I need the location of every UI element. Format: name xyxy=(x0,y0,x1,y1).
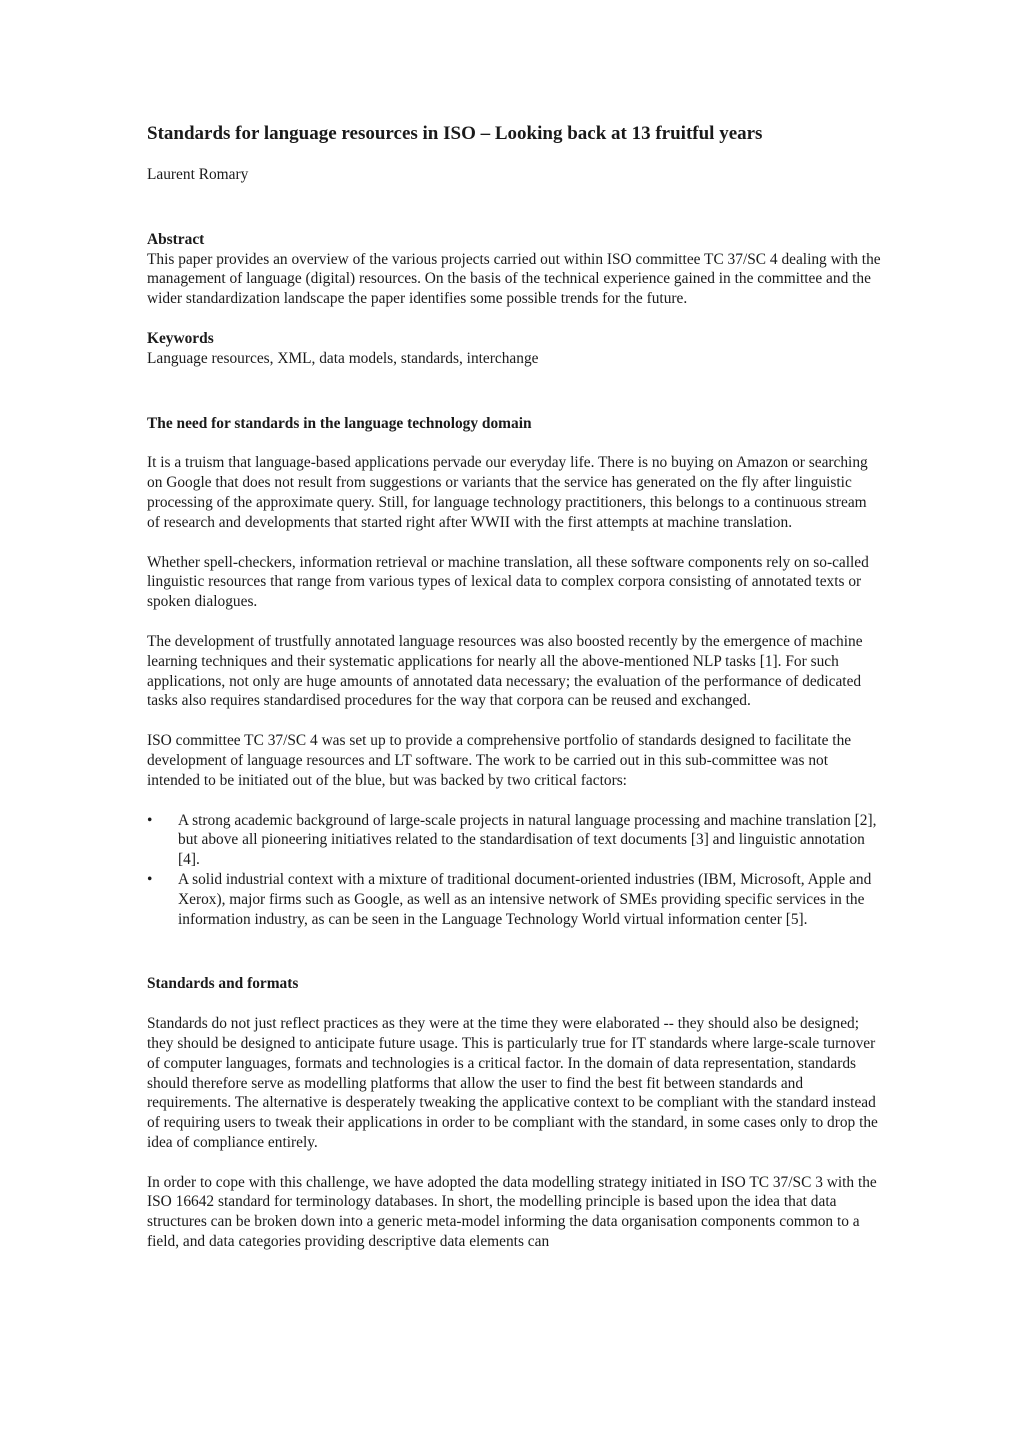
paragraph: ISO committee TC 37/SC 4 was set up to provide a comprehensive portfolio of standards designed to facilitate the development of language resources and LT software. The work to be carried out in this sub-committee was not intended to be initiated out of the blue, but was backed by two critical factors: xyxy=(147,732,852,789)
paper-title: Standards for language resources in ISO – Looking back at 13 fruitful years xyxy=(147,123,763,144)
section-heading: The need for standards in the language technology domain xyxy=(147,414,532,432)
paragraph: Whether spell-checkers, information retrieval or machine translation, all these software components rely on so-called linguistic resources that range from various types of lexical data to complex corpora consisting of annotated texts or spoken dialogues. xyxy=(147,553,869,611)
keywords-heading: Keywords xyxy=(147,329,214,347)
paragraph: It is a truism that language-based applications pervade our everyday life. There is no buying on Amazon or searching on Google that does not result from suggestions or variants that the service has generated on the fly after linguistic processing of the approximate query. Still, for language technology practitioners, this belongs to a continuous stream of research and developments that started right after WWII with the first attempts at machine translation. xyxy=(147,454,868,531)
paragraph: The development of trustfully annotated language resources was also boosted recently by the emergence of machine learning techniques and their systematic applications for nearly all the above-mentioned NLP tasks [1]. For such applications, not only are huge amounts of annotated data necessary; the evaluation of the performance of dedicated tasks also requires standardised procedures for the way that corpora can be reused and exchanged. xyxy=(147,632,863,710)
keywords-text: Language resources, XML, data models, standards, interchange xyxy=(147,349,539,367)
abstract-text: This paper provides an overview of the various projects carried out within ISO committee TC 37/SC 4 dealing with the management of language (digital) resources. On the basis of the technical experience gained in the committee and the wider standardization landscape the paper identifies some possible trends for the future. xyxy=(147,250,881,308)
section-standards-and-formats xyxy=(147,974,883,1252)
abstract-block xyxy=(147,230,883,309)
list-item-text: A strong academic background of large-scale projects in natural language processing and machine translation [2], but above all pioneering initiatives related to the standardisation of text documents [3] and linguistic annotation [4]. xyxy=(178,811,877,869)
section-heading: Standards and formats xyxy=(147,975,299,993)
author-name: Laurent Romary xyxy=(147,166,249,183)
paragraph: In order to cope with this challenge, we have adopted the data modelling strategy initiated in ISO TC 37/SC 3 with the ISO 16642 standard for terminology databases. In short, the modelling principle is based upon the idea that data structures can be broken down into a generic meta-model informing the data organisation components common to a field, and data categories providing descriptive data elements can xyxy=(147,1173,877,1251)
list-item-text: A solid industrial context with a mixture of traditional document-oriented industries (IBM, Microsoft, Apple and Xerox), major firms such as Google, as well as an intensive network of SMEs providing specific services in the information industry, as can be seen in the Language Technology World virtual information center [5]. xyxy=(178,870,872,928)
list-item xyxy=(147,811,883,870)
paragraph: Standards do not just reflect practices as they were at the time they were elaborated -- they should also be designed; they should be designed to anticipate future usage. This is particularly true for IT standards where large-scale turnover of computer languages, formats and technologies is a critical factor. In the domain of data representation, standards should therefore serve as modelling platforms that allow the user to find the best fit between standards and requirements. The alternative is desperately tweaking the applicative context to be compliant with the standard instead of requiring users to tweak their applications in order to be compliant with the standard, in some cases only to drop the idea of compliance entirely. xyxy=(147,1015,878,1151)
bullet-icon: • xyxy=(147,811,153,829)
bullet-icon: • xyxy=(147,870,153,888)
section-need-for-standards xyxy=(147,414,883,930)
list-item xyxy=(147,870,883,929)
document-page xyxy=(147,122,883,1252)
keywords-block xyxy=(147,329,883,369)
abstract-heading: Abstract xyxy=(147,230,205,248)
bullet-list xyxy=(147,811,883,930)
